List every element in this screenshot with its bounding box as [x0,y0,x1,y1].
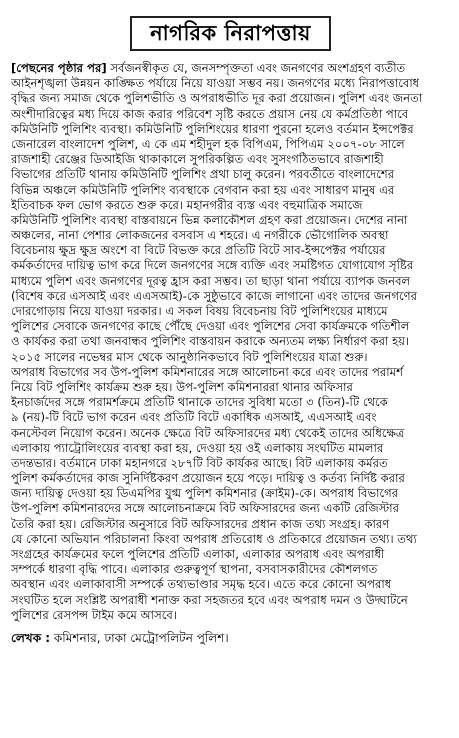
article-line: বিভাগের প্রতিটি থানায় কমিউনিটি পুলিশিং প্রথা চালু করেন। পরবর্তীতে বাংলাদেশের [11,167,395,182]
article-line: তৈরি করা হয়। রেজিস্টার অনুসারে বিট অফিসারদের প্রধান কাজ তথ্য সংগ্রহ। কারণ [11,516,390,531]
article-line: উপ-পুলিশ কমিশনারদের সঙ্গে আলোচনাক্রমে বিট অফিসারদের জন্য একটি রেজিস্টার [11,501,399,516]
article-line: রাজশাহী রেঞ্জের ডিআইজি থাকাকালে সুপরিকল্পিত এবং সুসংগঠিতভাবে রাজশাহী [11,152,384,167]
article-line: ৯ (নয়)-টি বিটে ভাগ করেন এবং প্রতিটি বিটে একাধিক এসআই, এএসআই এবং [11,410,377,425]
article-line: অঞ্চলের, নানা পেশার লোকজনের বসবাস এ শহরে। এ নগরীকে ভৌগোলিক অবস্থা [11,228,389,243]
article-line: যে কোনো অভিযান পরিচালনা কিংবা অপরাধ প্রতিরোধ ও প্রতিকারে প্রয়োজন তথ্য। তথ্য [11,531,417,546]
article-line: বিবেচনায় ক্ষুদ্র ক্ষুদ্র অংশে বা বিটে বিভক্ত করে প্রতিটি বিটে সাব-ইন্সপেক্টর পর্যায়ের [11,243,386,258]
article-line: অংশীদারিত্বের মধ্য দিয়ে কাজ করার পরিবেশ সৃষ্টি করতে প্রয়াস নেয় যে কর্মপ্রতিষ্ঠা পাবে [11,106,409,121]
article-line: (বিশেষ করে এসআই এবং এএসআই)-কে সুষ্ঠুভাবে কাজে লাগানো এবং তাদের জনগণের [11,288,417,303]
article-line: পুলিশ কর্মকর্তাদের কাজ সুনির্দিষ্টকরণ প্রয়োজন হয়ে পড়ে। দায়িত্ব ও কর্তব্য নির্দিষ্ট করার [11,471,405,486]
article-line: কমিউনিটি পুলিশিং ব্যবস্থা। কমিউনিটি পুলিশিংয়ের ধারণা পুরনো হলেও বর্তমান ইন্সপেক্টর [11,121,414,136]
article-line [11,61,450,76]
article-line: ইনচার্জদের সঙ্গে পরামর্শক্রমে প্রতিটি থানাকে তাদের সুবিধা মতো ৩ (তিন)-টি থেকে [11,395,388,410]
article-line: আইনশৃঙ্খলা উন্নয়ন কাঙ্ক্ষিত পর্যায়ে নিয়ে যাওয়া সম্ভব নয়। জনগণের মধ্যে নিরাপত্তাবোধ [11,76,420,91]
article-line: অবস্থান এবং এলাকাবাসী সম্পর্কে তথ্যভাণ্ডার সমৃদ্ধ হবে। এতে করে কোনো অপরাধ [11,577,392,592]
article-line: পুলিশের সেবাকে জনগণের কাছে পৌঁছে দেওয়া এবং পুলিশের সেবা কার্যক্রমকে গতিশীল [11,319,410,334]
article-line: এলাকায় প্যাট্রোলিংয়ের ব্যবস্থা করা হয়, দেওয়া হয় ওই এলাকায় সংঘটিত মামলার [11,440,384,455]
article-line: কর্মকর্তাদের দায়িত্ব ভাগ করে দিলে জনগণের সঙ্গে ব্যক্তি এবং সমষ্টিগত যোগাযোগ সৃষ্টির [11,258,414,273]
article-line: নিয়ে বিট পুলিশিং কার্যক্রম শুরু হয়। উপ-পুলিশ কমিশনাররা থানার অফিসার [11,379,353,394]
article-line: পুলিশের রেসপন্স টাইম কমে আসবে। [11,607,177,622]
article-line: সংঘটিত হলে সংশ্লিষ্ট অপরাধী শনাক্ত করা সহজতর হবে এবং অপরাধ দমন ও উদ্ঘাটনে [11,592,408,607]
article-line: জন্য দায়িত্ব দেওয়া হয় ডিএমপির যুগ্ম পুলিশ কমিশনার (ক্রাইম)-কে। অপরাধ বিভাগের [11,486,399,501]
article-title: নাগরিক নিরাপত্তায় [130,16,331,51]
author-credit [11,631,450,646]
article-line: সংগ্রহের কার্যক্রমের ফলে পুলিশের প্রতিটি এলাকা, এলাকার অপরাধ এবং অপরাধী [11,547,385,561]
article-line: কনস্টেবল নিয়োগ করেন। অনেক ক্ষেত্রে বিট অফিসারদের মধ্য থেকেই তাদের অধিক্ষেত্র [11,425,405,440]
article-body [11,61,450,623]
article-line: অপরাধ বিভাগের সব উপ-পুলিশ কমিশনারের সঙ্গে আলোচনা করে এবং তাদের পরামর্শ [11,364,403,379]
article-line: দোরগোড়ায় নিয়ে যাওয়া দরকার। এ সকল বিষয় বিবেচনায় বিট পুলিশিংয়ের মাধ্যমে [11,304,388,318]
article-line: মাধ্যমে পুলিশ এবং জনগণের দূরত্ব হ্রাস করা সম্ভব। তা ছাড়া থানা পর্যায়ে ব্যাপক জনবল [11,273,411,288]
title-container [11,16,450,51]
article-line: বৃদ্ধির জন্য সমাজ থেকে পুলিশভীতি ও অপরাধভীতি দূর করা প্রয়োজন। পুলিশ এবং জনতা [11,91,423,106]
continuation-tag: [পেছনের পৃষ্ঠার পর] [11,61,107,75]
author-label: লেখক : [11,630,51,645]
article-line: সম্পর্কে ধারণা বৃদ্ধি পাবে। এলাকার গুরুত্বপূর্ণ স্থাপনা, বসবাসকারীদের কৌশলগত [11,562,378,577]
article-line: ২০১৫ সালের নভেম্বর মাস থেকে আনুষ্ঠানিকভাবে বিট পুলিশিংয়ের যাত্রা শুরু। [11,349,368,364]
article-line-text: সর্বজনস্বীকৃত যে, জনসম্পৃক্ততা এবং জনগণের অংশগ্রহণ ব্যতীত [110,61,406,75]
article-line: ও কার্যকর করা তথা জনবান্ধব পুলিশিং বাস্তবায়ন করাকে অন্যতম লক্ষ্য নির্ধারণ করা হয়। [11,334,410,349]
article-line: জেনারেল বাংলাদেশ পুলিশ, এ কে এম শহীদুল হক বিপিএম, পিপিএম ২০০৭-০৮ সালে [11,136,405,151]
article-line: তদন্তভার। বর্তমানে ঢাকা মহানগরে ২৮৭টি বিট কার্যকর আছে। বিট এলাকায় কর্মরত [11,455,388,470]
article-line: বিভিন্ন অঞ্চলে কমিউনিটি পুলিশিং ব্যবস্থাকে বেগবান করা হয় এবং সাধারণ মানুষ এর [11,182,395,197]
article-line: ইতিবাচক ফল ভোগ করতে শুরু করে। মহানগরীর ব্যস্ত এবং বহুমাত্রিক সমাজে [11,197,363,212]
article-line: কমিউনিটি পুলিশিং ব্যবস্থা বাস্তবায়নে ভিন্ন কলাকৌশল গ্রহণ করা প্রয়োজন। দেশের নানা [11,212,408,227]
author-text: কমিশনার, ঢাকা মেট্রোপলিটন পুলিশ। [53,630,229,645]
